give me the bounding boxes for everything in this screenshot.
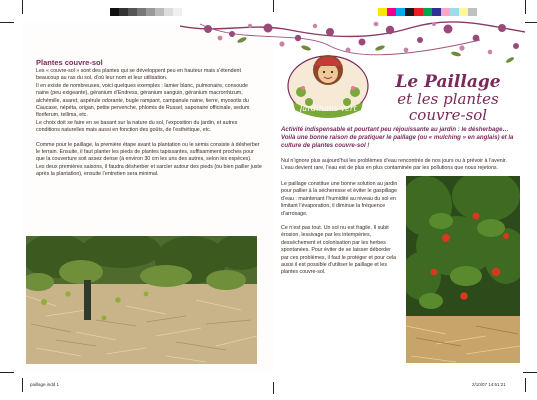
crop-mark (273, 0, 274, 12)
color-calibration-bar (378, 8, 477, 16)
mulched-plants-photo (26, 236, 257, 364)
crop-mark (22, 0, 23, 14)
crop-mark (0, 372, 14, 373)
section-title: Plantes couvre-sol (36, 58, 103, 67)
title-line-1: Le Paillage (395, 72, 501, 92)
paragraph-gap (36, 135, 262, 142)
right-narrow-column (281, 181, 399, 277)
paragraph: Le choix doit se faire en se basant sur la nature du sol, l’exposition du jardin, et autres conditions naturelles mais aussi en fonction des goûts, de l’esthétique, etc. (36, 119, 238, 134)
right-column-text (281, 158, 519, 173)
paragraph: Ce n’est pas tout. Un sol nu est fragile. Il subit érosion, lessivage par les intempéries, dessèchement et colonisation par les herbes spontanées. Pour éviter de se laisser déborder par ces problèmes, il faut le protéger et pour cela aussi il est possible d’utiliser le paillage et les plantes couvre-sol. (281, 225, 397, 276)
paragraph: Le paillage constitue une bonne solution au jardin pour pallier à la sécheresse et éviter le gaspillage d’eau : maintenant l’humidité au niveau du sol en limitant l’évaporation, il diminue la fréquence d’arrosage. (281, 181, 398, 217)
crop-mark (523, 22, 537, 23)
paragraph: Il en existe de nombreuses, voici quelques exemples : lamier blanc, pulmonaire, consoude naine (peu exigeante), géranium d’Endress, géranium sanguin, géranium macrorrhizum, alchémille, asaret, aspérule odorante, bugle rampant, campanule naine, lierre, myosotis du Caucase, népéta, origan, petite pervenche, phlomis de Russel, saponaire officinale, sedum floriferum, tellima, etc. (36, 82, 250, 119)
paragraph: Les « couvre-sol » sont des plantes qui se développent peu en hauteur mais s’étendent beaucoup au ras du sol, d’où leur nom et leur utilisation. (36, 68, 241, 82)
tomato-plants-photo (406, 176, 520, 363)
title-line-3: couvre-sol (408, 106, 488, 124)
gray-calibration-bar (110, 8, 182, 16)
crop-mark (0, 22, 14, 23)
title-line-2: et les plantes (397, 90, 499, 108)
footer-filename: paillage.indd 1 (30, 382, 60, 387)
crop-mark (525, 0, 526, 14)
page-title (378, 74, 518, 123)
paragraph: Nul n’ignore plus aujourd’hui les problèmes d’eau rencontrés de nos jours ou à prévoir à l’avenir. L’eau devient rare, l’eau est de plus en plus contaminée par les pollutions que nous rejetons. (281, 158, 507, 172)
paragraph-gap (281, 218, 399, 225)
paragraph: Comme pour le paillage, la première étape avant la plantation ou le semis consiste à désherber le terrain. Ensuite, il faut planter les pieds de plantes tapissantes, suffisamment proches pour que la couverture soit assez dense (à environ 30 cm les uns des autres, selon les espèces). (36, 141, 260, 163)
crop-mark (22, 378, 23, 392)
intro-paragraph: Activité indispensable et pourtant peu réjouissante au jardin : le désherbage… Voilà une bonne raison de pratiquer le paillage (ou « mulching » en anglais) et la culture de plantes couvre-sol ! (281, 126, 514, 150)
paragraph: Les deux premières saisons, il faudra désherber et sarcler autour des pieds (ou bien pailler juste après la plantation), ensuite l’entretien sera minimal. (36, 163, 262, 178)
crop-mark (523, 372, 537, 373)
crop-mark (525, 378, 526, 392)
logo-text: Jardinons vert (299, 104, 357, 113)
jardinons-vert-logo (279, 40, 377, 122)
crop-mark (273, 382, 274, 394)
footer-timestamp: 2/10/07 14:51:21 (472, 382, 506, 387)
left-column-text (36, 58, 262, 179)
